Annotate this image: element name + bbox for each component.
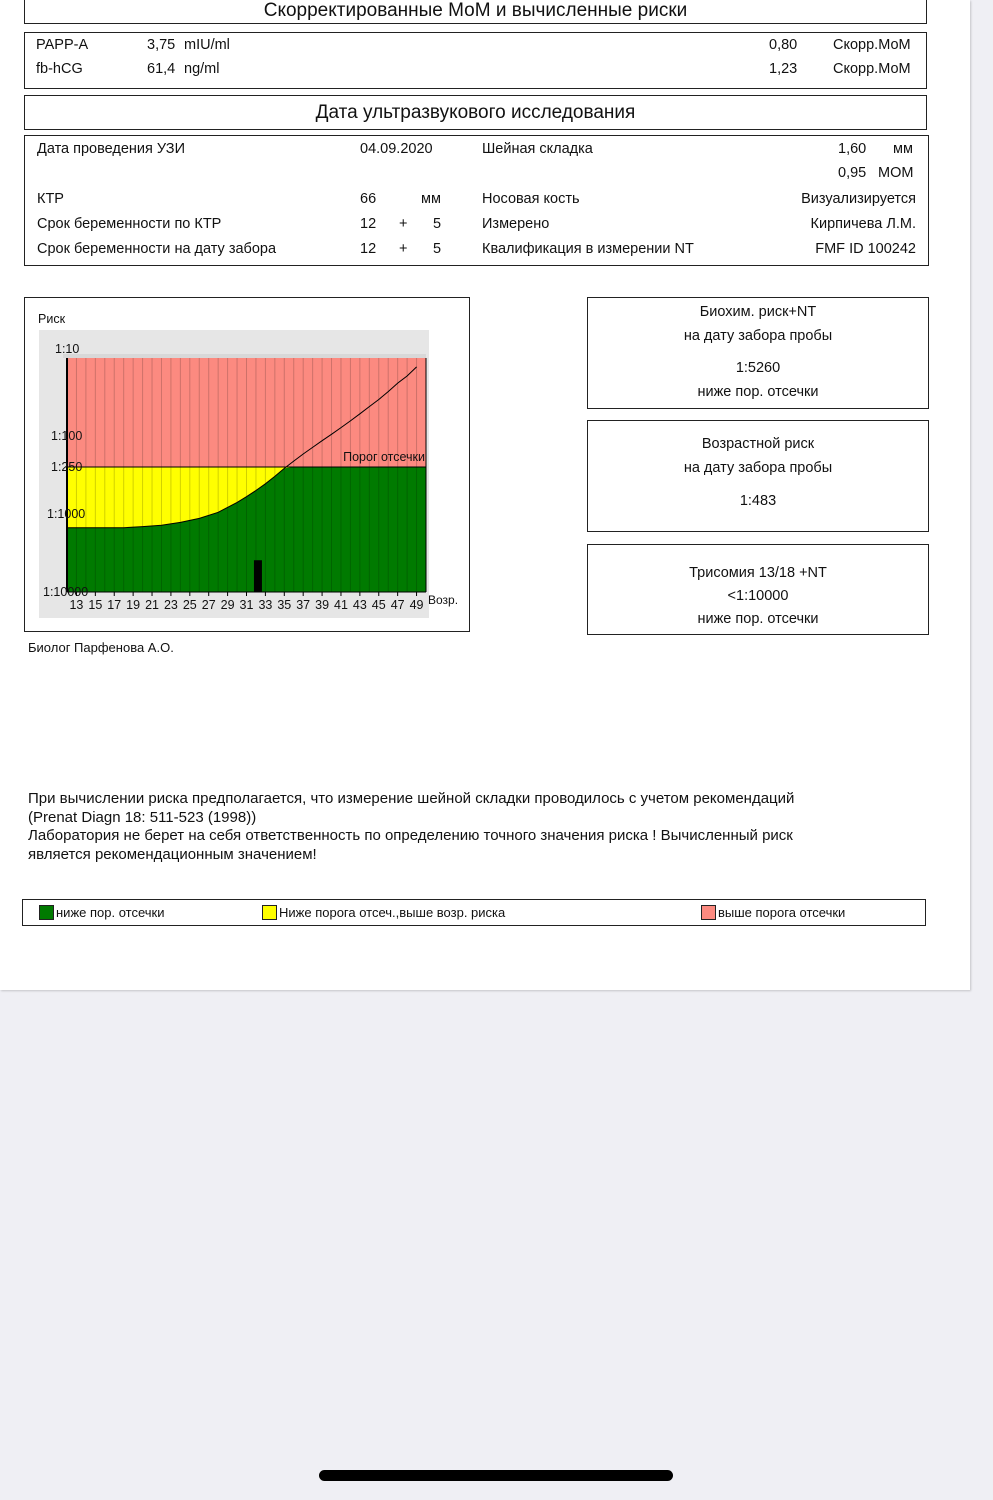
nt-mom-unit: МОМ: [878, 165, 914, 181]
x-tick-label: 21: [145, 598, 159, 612]
trisomy-risk-box: [587, 544, 929, 635]
mom-section-header: [24, 0, 927, 24]
x-tick-label: 45: [371, 598, 386, 612]
nasal-bone-label: Носовая кость: [482, 191, 580, 207]
disclaimer-line: является рекомендационным значением!: [28, 845, 317, 863]
table-row: [36, 37, 916, 57]
nt-qualification-label: Квалификация в измерении NT: [482, 241, 694, 257]
legend-green-swatch: [39, 905, 54, 920]
biochem-risk-title: Биохим. риск+NT: [699, 304, 817, 320]
table-row: [36, 61, 916, 81]
ktr-unit: мм: [421, 191, 441, 207]
x-tick-label: 15: [88, 598, 103, 612]
age-risk-subtitle: на дату забора пробы: [683, 460, 833, 476]
x-tick-label: 23: [163, 598, 178, 612]
biochem-risk-status: ниже пор. отсечки: [697, 384, 819, 400]
ktr-value: 66: [360, 191, 377, 207]
us-date-value: 04.09.2020: [360, 141, 433, 157]
x-tick-label: 35: [277, 598, 292, 612]
color-legend: [22, 899, 926, 926]
marker-value: 61,4: [147, 61, 176, 77]
y-tick-label: 1:10: [55, 342, 80, 356]
legend-green-label: ниже пор. отсечки: [56, 905, 165, 920]
ultrasound-table: [24, 135, 929, 266]
y-axis-label: Риск: [38, 312, 66, 326]
ga-draw-label: Срок беременности на дату забора: [37, 241, 277, 257]
marker-mom-label: Скорр.МоМ: [833, 37, 911, 53]
nt-label: Шейная складка: [482, 141, 593, 157]
risk-chart: [25, 298, 468, 630]
measured-label: Измерено: [482, 216, 550, 232]
ga-ktr-plus: +: [399, 216, 408, 232]
x-tick-label: 17: [107, 598, 122, 612]
y-tick-label: 1:250: [51, 460, 83, 475]
age-risk-value: 1:483: [739, 493, 777, 509]
y-tick-label: 1:10000: [43, 585, 89, 599]
age-risk-title: Возрастной риск: [701, 436, 815, 452]
x-tick-label: 33: [258, 598, 273, 612]
mom-table: [24, 32, 927, 89]
x-tick-label: 27: [201, 598, 216, 612]
ga-draw-weeks: 12: [360, 241, 377, 257]
trisomy-risk-title: Трисомия 13/18 +NT: [689, 565, 827, 581]
measured-value: Кирпичева Л.М.: [810, 216, 916, 232]
trisomy-risk-status: ниже пор. отсечки: [697, 611, 819, 627]
risk-chart-frame: [24, 297, 470, 632]
ktr-label: КТР: [37, 191, 64, 207]
x-tick-label: 19: [126, 598, 141, 612]
marker-name: fb-hCG: [36, 61, 83, 77]
x-tick-label: 49: [409, 598, 424, 612]
ga-ktr-weeks: 12: [360, 216, 377, 232]
x-tick-label: 41: [334, 598, 348, 612]
x-tick-label: 47: [390, 598, 405, 612]
disclaimer-line: При вычислении риска предполагается, что измерение шейной складки проводилось с учетом рекомендаций: [28, 790, 795, 807]
x-tick-label: 13: [69, 598, 84, 612]
disclaimer-line: (Prenat Diagn 18: 511-523 (1998)): [28, 808, 257, 826]
legend-red-label: выше порога отсечки: [718, 905, 846, 920]
disclaimer-line: Лаборатория не берет на себя ответственность по определению точного значения риска ! Вычисленный риск: [28, 827, 793, 844]
marker-mom-label: Скорр.МоМ: [833, 61, 911, 77]
ga-draw-plus: +: [399, 241, 408, 257]
marker-unit: ng/ml: [184, 61, 220, 77]
age-risk-box: [587, 420, 929, 532]
disclaimer-note: [28, 790, 948, 864]
nt-qualification-value: FMF ID 100242: [815, 241, 916, 257]
nt-unit: мм: [893, 141, 913, 157]
x-tick-label: 39: [315, 598, 330, 612]
y-tick-label: 1:100: [51, 429, 83, 443]
nt-value: 1,60: [838, 141, 867, 157]
marker-mom: 0,80: [769, 37, 798, 53]
nasal-bone-value: Визуализируется: [801, 191, 916, 207]
x-tick-label: 25: [182, 598, 197, 612]
mom-section-title: Скорректированные МоМ и вычисленные риски: [263, 0, 688, 21]
x-tick-label: 43: [352, 598, 367, 612]
legend-yellow-swatch: [262, 905, 277, 920]
patient-marker: [254, 560, 262, 592]
marker-value: 3,75: [147, 37, 176, 53]
ga-draw-days: 5: [433, 241, 442, 257]
biochem-risk-value: 1:5260: [735, 360, 781, 376]
biochem-risk-box: [587, 297, 929, 409]
chart-top-band: [63, 354, 426, 358]
home-indicator: [319, 1470, 673, 1481]
marker-unit: mIU/ml: [184, 37, 230, 53]
ultrasound-section-title: Дата ультразвукового исследования: [315, 102, 636, 123]
ga-ktr-label: Срок беременности по КТР: [37, 216, 222, 232]
legend-yellow-label: Ниже порога отсеч.,выше возр. риска: [279, 905, 506, 920]
x-axis-label: Возр.: [428, 593, 459, 607]
threshold-label: Порог отсечки: [343, 450, 425, 465]
us-date-label: Дата проведения УЗИ: [37, 141, 185, 157]
x-tick-label: 29: [220, 598, 235, 612]
trisomy-risk-value: <1:10000: [727, 588, 789, 604]
legend-red-swatch: [701, 905, 716, 920]
nt-mom-value: 0,95: [838, 165, 867, 181]
biologist-signature: Биолог Парфенова А.О.: [28, 640, 174, 655]
marker-mom: 1,23: [769, 61, 798, 77]
marker-name: PAPP-A: [36, 37, 89, 53]
x-tick-label: 31: [239, 598, 254, 612]
x-tick-label: 37: [296, 598, 311, 612]
ultrasound-section-header: [24, 95, 927, 130]
ga-ktr-days: 5: [433, 216, 442, 232]
biochem-risk-subtitle: на дату забора пробы: [683, 328, 833, 344]
y-tick-label: 1:1000: [47, 507, 86, 521]
